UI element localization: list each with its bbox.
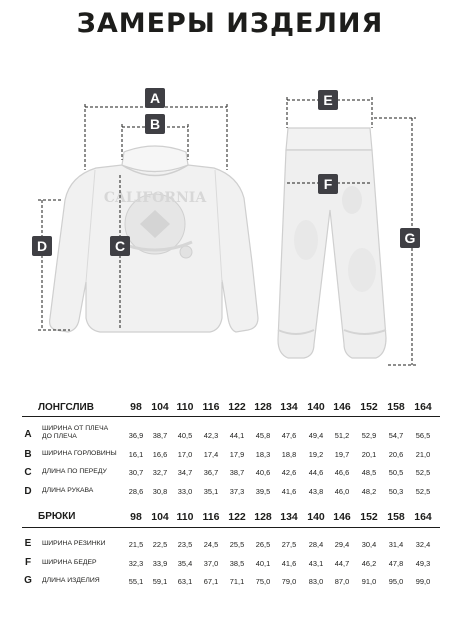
cell-value: 38,7 xyxy=(152,431,168,440)
cell-value: 40,6 xyxy=(255,468,271,477)
cell-value: 32,7 xyxy=(152,468,168,477)
row-name: ШИРИНА РЕЗИНКИ xyxy=(42,540,106,547)
cell-value: 52,5 xyxy=(415,487,431,496)
size-label: 164 xyxy=(414,511,432,523)
badge-a: A xyxy=(145,88,165,108)
cell-value: 36,7 xyxy=(203,468,219,477)
cell-value: 50,5 xyxy=(388,468,404,477)
cell-value: 43,1 xyxy=(308,559,324,568)
cell-value: 49,3 xyxy=(415,559,431,568)
size-label: 152 xyxy=(360,401,378,413)
cell-value: 38,5 xyxy=(229,559,245,568)
badge-d: D xyxy=(32,236,52,256)
cell-value: 99,0 xyxy=(415,577,431,586)
cell-value: 41,6 xyxy=(281,487,297,496)
cell-value: 34,7 xyxy=(177,468,193,477)
cell-value: 23,5 xyxy=(177,540,193,549)
cell-value: 67,1 xyxy=(203,577,219,586)
size-label: 104 xyxy=(151,401,169,413)
size-label: 98 xyxy=(130,401,142,413)
size-label: 152 xyxy=(360,511,378,523)
cell-value: 20,6 xyxy=(388,450,404,459)
cell-value: 32,4 xyxy=(415,540,431,549)
longsleeve-heading: ЛОНГСЛИВ xyxy=(38,402,94,413)
cell-value: 17,0 xyxy=(177,450,193,459)
cell-value: 16,1 xyxy=(128,450,144,459)
cell-value: 29,4 xyxy=(334,540,350,549)
badge-c: C xyxy=(110,236,130,256)
size-label: 140 xyxy=(307,401,325,413)
cell-value: 32,3 xyxy=(128,559,144,568)
cell-value: 40,5 xyxy=(177,431,193,440)
cell-value: 43,8 xyxy=(308,487,324,496)
cell-value: 33,0 xyxy=(177,487,193,496)
cell-value: 51,2 xyxy=(334,431,350,440)
badge-f: F xyxy=(318,174,338,194)
page-title: ЗАМЕРЫ ИЗДЕЛИЯ xyxy=(76,8,384,39)
size-label: 122 xyxy=(228,401,246,413)
cell-value: 30,7 xyxy=(128,468,144,477)
cell-value: 46,6 xyxy=(334,468,350,477)
size-label: 134 xyxy=(280,401,298,413)
size-label: 98 xyxy=(130,511,142,523)
cell-value: 55,1 xyxy=(128,577,144,586)
cell-value: 48,5 xyxy=(361,468,377,477)
cell-value: 21,5 xyxy=(128,540,144,549)
cell-value: 19,2 xyxy=(308,450,324,459)
cell-value: 17,4 xyxy=(203,450,219,459)
cell-value: 27,5 xyxy=(281,540,297,549)
cell-value: 38,7 xyxy=(229,468,245,477)
pants-rule xyxy=(22,527,440,528)
cell-value: 37,3 xyxy=(229,487,245,496)
cell-value: 87,0 xyxy=(334,577,350,586)
cell-value: 17,9 xyxy=(229,450,245,459)
cell-value: 71,1 xyxy=(229,577,245,586)
cell-value: 35,4 xyxy=(177,559,193,568)
cell-value: 20,1 xyxy=(361,450,377,459)
cell-value: 63,1 xyxy=(177,577,193,586)
cell-value: 21,0 xyxy=(415,450,431,459)
size-label: 158 xyxy=(387,511,405,523)
row-name: ДЛИНА ИЗДЕЛИЯ xyxy=(42,577,100,584)
pants-illustration xyxy=(278,128,386,358)
cell-value: 50,3 xyxy=(388,487,404,496)
size-label: 116 xyxy=(202,511,220,523)
cell-value: 40,1 xyxy=(255,559,271,568)
cell-value: 42,6 xyxy=(281,468,297,477)
size-label: 116 xyxy=(202,401,220,413)
size-label: 140 xyxy=(307,511,325,523)
pants-heading: БРЮКИ xyxy=(38,511,76,522)
cell-value: 95,0 xyxy=(388,577,404,586)
size-label: 164 xyxy=(414,401,432,413)
longsleeve-rule xyxy=(22,416,440,417)
row-letter: A xyxy=(24,429,32,440)
cell-value: 18,3 xyxy=(255,450,271,459)
row-letter: C xyxy=(24,467,32,478)
cell-value: 45,8 xyxy=(255,431,271,440)
cell-value: 26,5 xyxy=(255,540,271,549)
cell-value: 28,4 xyxy=(308,540,324,549)
cell-value: 44,7 xyxy=(334,559,350,568)
badge-e: E xyxy=(318,90,338,110)
svg-text:CALIFORNIA: CALIFORNIA xyxy=(103,190,207,206)
size-label: 146 xyxy=(333,401,351,413)
cell-value: 44,1 xyxy=(229,431,245,440)
size-label: 110 xyxy=(176,401,194,413)
badge-b: B xyxy=(145,114,165,134)
row-name: ШИРИНА ОТ ПЛЕЧА ДО ПЛЕЧА xyxy=(42,425,109,440)
cell-value: 28,6 xyxy=(128,487,144,496)
cell-value: 33,9 xyxy=(152,559,168,568)
cell-value: 42,3 xyxy=(203,431,219,440)
cell-value: 54,7 xyxy=(388,431,404,440)
cell-value: 30,4 xyxy=(361,540,377,549)
size-label: 146 xyxy=(333,511,351,523)
cell-value: 49,4 xyxy=(308,431,324,440)
row-name: ШИРИНА БЕДЕР xyxy=(42,559,97,566)
cell-value: 22,5 xyxy=(152,540,168,549)
cell-value: 35,1 xyxy=(203,487,219,496)
cell-value: 48,2 xyxy=(361,487,377,496)
row-letter: D xyxy=(24,486,32,497)
cell-value: 37,0 xyxy=(203,559,219,568)
cell-value: 56,5 xyxy=(415,431,431,440)
cell-value: 18,8 xyxy=(281,450,297,459)
cell-value: 24,5 xyxy=(203,540,219,549)
cell-value: 52,9 xyxy=(361,431,377,440)
cell-value: 41,6 xyxy=(281,559,297,568)
cell-value: 46,2 xyxy=(361,559,377,568)
row-letter: B xyxy=(24,449,32,460)
cell-value: 59,1 xyxy=(152,577,168,586)
row-name: ШИРИНА ГОРЛОВИНЫ xyxy=(42,450,117,457)
size-label: 122 xyxy=(228,511,246,523)
cell-value: 30,8 xyxy=(152,487,168,496)
cell-value: 19,7 xyxy=(334,450,350,459)
cell-value: 39,5 xyxy=(255,487,271,496)
row-name: ДЛИНА ПО ПЕРЕДУ xyxy=(42,468,107,475)
size-label: 134 xyxy=(280,511,298,523)
cell-value: 46,0 xyxy=(334,487,350,496)
size-label: 128 xyxy=(254,511,272,523)
cell-value: 47,6 xyxy=(281,431,297,440)
row-name: ДЛИНА РУКАВА xyxy=(42,487,94,494)
badge-g: G xyxy=(400,228,420,248)
cell-value: 83,0 xyxy=(308,577,324,586)
cell-value: 52,5 xyxy=(415,468,431,477)
row-letter: E xyxy=(24,538,32,549)
cell-value: 91,0 xyxy=(361,577,377,586)
cell-value: 36,9 xyxy=(128,431,144,440)
cell-value: 47,8 xyxy=(388,559,404,568)
cell-value: 31,4 xyxy=(388,540,404,549)
row-letter: F xyxy=(24,557,32,568)
row-letter: G xyxy=(24,575,32,586)
cell-value: 79,0 xyxy=(281,577,297,586)
size-label: 104 xyxy=(151,511,169,523)
size-label: 110 xyxy=(176,511,194,523)
cell-value: 75,0 xyxy=(255,577,271,586)
cell-value: 44,6 xyxy=(308,468,324,477)
cell-value: 16,6 xyxy=(152,450,168,459)
cell-value: 25,5 xyxy=(229,540,245,549)
size-label: 128 xyxy=(254,401,272,413)
size-label: 158 xyxy=(387,401,405,413)
longsleeve-illustration xyxy=(50,146,258,332)
